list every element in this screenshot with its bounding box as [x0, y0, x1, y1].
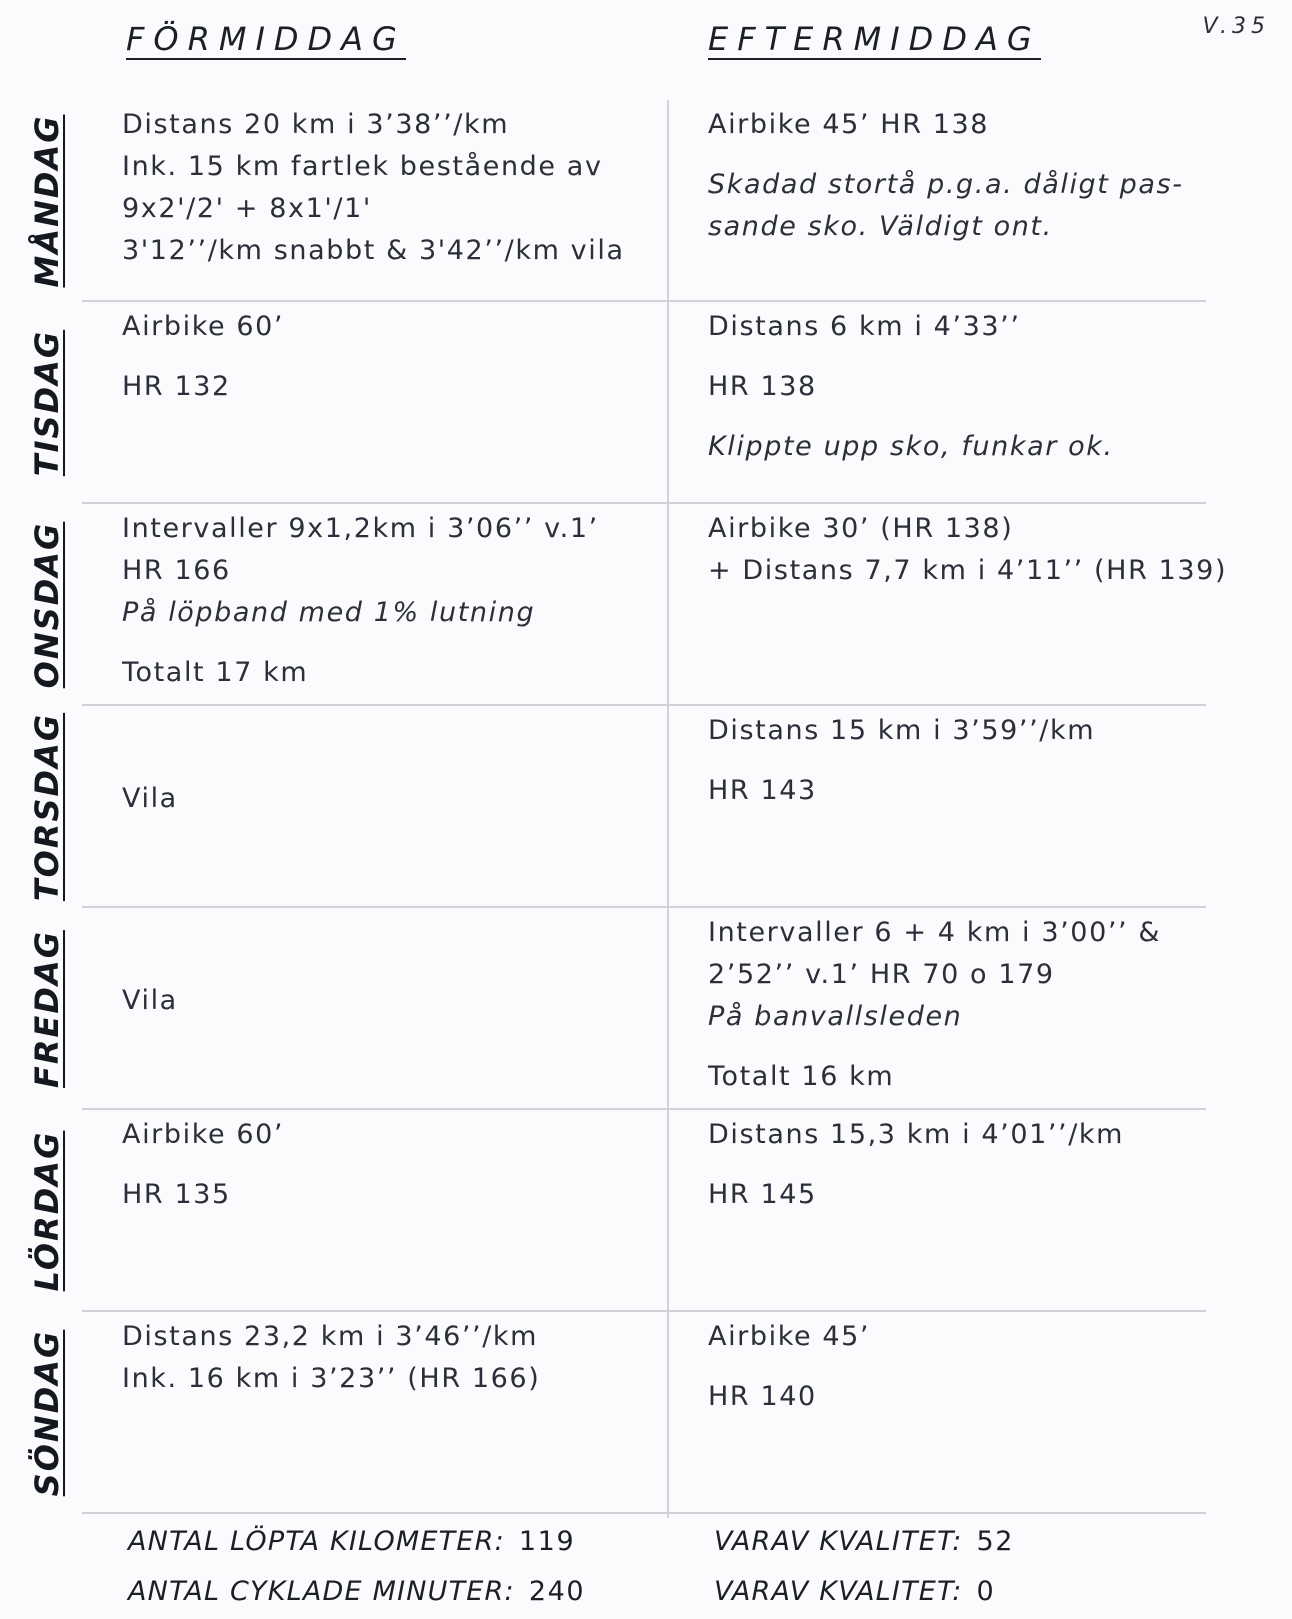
summary-run-label: ANTAL LÖPTA KILOMETER:	[128, 1526, 505, 1557]
entry-line: HR 166	[122, 555, 231, 586]
day-label	[24, 908, 70, 1110]
entry-line: På löpband med 1% lutning	[122, 597, 536, 628]
day-name: ONSDAG	[28, 521, 66, 689]
version-label: V.35	[1202, 14, 1270, 39]
am-cell	[122, 508, 667, 694]
entry-line: HR 145	[708, 1179, 817, 1210]
pm-cell	[708, 1316, 1208, 1418]
row-divider	[82, 1512, 1206, 1514]
entry-line: Ink. 15 km fartlek bestående av	[122, 151, 603, 182]
summary-run-quality-label: VARAV KVALITET:	[714, 1526, 963, 1557]
entry-line: HR 132	[122, 371, 231, 402]
header-formiddag: FÖRMIDDAG	[126, 20, 406, 58]
entry-line: Airbike 45’ HR 138	[708, 109, 990, 140]
pm-cell	[708, 104, 1208, 248]
day-name: FREDAG	[28, 930, 66, 1088]
entry-line: Distans 23,2 km i 3’46’’/km	[122, 1321, 539, 1352]
row-divider	[82, 704, 1206, 706]
entry-line: Airbike 45’	[708, 1321, 871, 1352]
entry-line: 9x2'/2' + 8x1'/1'	[122, 193, 372, 224]
day-label	[24, 706, 70, 908]
day-name: SÖNDAG	[28, 1329, 66, 1497]
day-name: TORSDAG	[28, 712, 66, 902]
row-divider	[82, 1310, 1206, 1312]
summary-bike-quality	[714, 1576, 995, 1607]
day-name: LÖRDAG	[28, 1130, 66, 1292]
am-cell	[122, 1114, 667, 1216]
am-cell	[122, 104, 667, 272]
entry-line: HR 143	[708, 775, 817, 806]
entry-line: Ink. 16 km i 3’23’’ (HR 166)	[122, 1363, 541, 1394]
summary-run-quality	[714, 1526, 1014, 1557]
summary-bike-value: 240	[528, 1576, 586, 1607]
entry-line: Distans 6 km i 4’33’’	[708, 311, 1021, 342]
row-divider	[82, 1108, 1206, 1110]
pm-cell	[708, 306, 1208, 468]
day-label	[24, 302, 70, 504]
day-label	[24, 1312, 70, 1514]
row-divider	[82, 906, 1206, 908]
entry-line: HR 138	[708, 371, 817, 402]
entry-line: HR 140	[708, 1381, 817, 1412]
day-label	[24, 1110, 70, 1312]
pm-cell	[708, 912, 1208, 1098]
entry-line: 2’52’’ v.1’ HR 70 o 179	[708, 959, 1055, 990]
column-divider	[667, 100, 669, 1518]
day-name: TISDAG	[28, 329, 66, 477]
entry-line: Airbike 60’	[122, 1119, 285, 1150]
am-cell	[122, 980, 667, 1022]
entry-line: Vila	[122, 985, 178, 1016]
summary-bike-quality-value: 0	[976, 1576, 996, 1607]
entry-line: Klippte upp sko, funkar ok.	[708, 431, 1114, 462]
entry-line: Distans 15,3 km i 4’01’’/km	[708, 1119, 1125, 1150]
day-label	[24, 504, 70, 706]
summary-bike-minutes	[128, 1576, 585, 1607]
entry-line: Totalt 16 km	[708, 1061, 895, 1092]
entry-line: Distans 20 km i 3’38’’/km	[122, 109, 510, 140]
entry-line: Skadad stortå p.g.a. dåligt pas-	[708, 169, 1184, 200]
summary-bike-quality-label: VARAV KVALITET:	[714, 1576, 963, 1607]
summary-run-quality-value: 52	[976, 1526, 1015, 1557]
entry-line: Totalt 17 km	[122, 657, 309, 688]
summary-bike-label: ANTAL CYKLADE MINUTER:	[128, 1576, 515, 1607]
header-eftermiddag: EFTERMIDDAG	[708, 20, 1041, 58]
entry-line: Airbike 60’	[122, 311, 285, 342]
row-divider	[82, 502, 1206, 504]
day-name: MÅNDAG	[28, 114, 66, 288]
entry-line: Vila	[122, 783, 178, 814]
entry-line: Intervaller 6 + 4 km i 3’00’’ &	[708, 917, 1162, 948]
summary-run-value: 119	[518, 1526, 576, 1557]
pm-cell	[708, 508, 1228, 592]
entry-line: HR 135	[122, 1179, 231, 1210]
pm-cell	[708, 1114, 1208, 1216]
am-cell	[122, 1316, 667, 1400]
entry-line: Airbike 30’ (HR 138)	[708, 513, 1014, 544]
entry-line: På banvallsleden	[708, 1001, 963, 1032]
summary-run-km	[128, 1526, 575, 1557]
am-cell	[122, 306, 667, 408]
entry-line: sande sko. Väldigt ont.	[708, 211, 1053, 242]
entry-line: Distans 15 km i 3’59’’/km	[708, 715, 1096, 746]
entry-line: 3'12’’/km snabbt & 3'42’’/km vila	[122, 235, 625, 266]
entry-line: Intervaller 9x1,2km i 3’06’’ v.1’	[122, 513, 599, 544]
pm-cell	[708, 710, 1208, 812]
entry-line: + Distans 7,7 km i 4’11’’ (HR 139)	[708, 555, 1228, 586]
day-label	[24, 100, 70, 302]
row-divider	[82, 300, 1206, 302]
am-cell	[122, 778, 667, 820]
